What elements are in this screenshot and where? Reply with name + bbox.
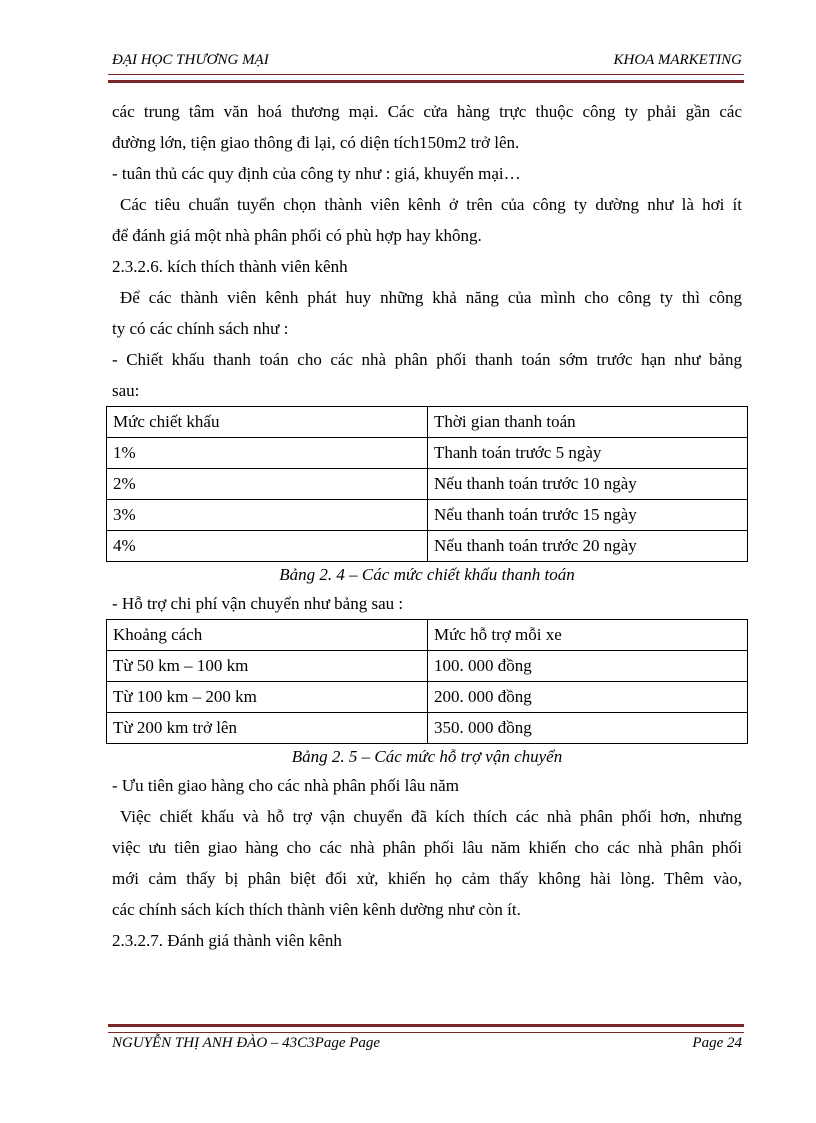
table-cell: Từ 200 km trở lên (107, 713, 428, 744)
paragraph-line: ty có các chính sách như : (112, 319, 289, 338)
page-header (112, 52, 742, 69)
paragraph-line: - Chiết khấu thanh toán cho các nhà phân phối thanh toán sớm trước hạn như bảng (112, 350, 742, 369)
table-row (107, 682, 748, 713)
paragraph-line: - tuân thủ các quy định của công ty như : giá, khuyến mại… (112, 164, 521, 183)
paragraph-line: các chính sách kích thích thành viên kênh dường như còn ít. (112, 900, 521, 919)
page-number: Page 24 (692, 1035, 742, 1051)
table-row (107, 438, 748, 469)
table-cell: 200. 000 đồng (428, 682, 748, 713)
table-header-row (107, 620, 748, 651)
table-row (107, 469, 748, 500)
footer-author: NGUYỄN THỊ ANH ĐÀO – 43C3Page Page (112, 1035, 381, 1051)
paragraph-line: sau: (112, 381, 140, 400)
paragraph-line: Để các thành viên kênh phát huy những khả năng của mình cho công ty thì công (120, 288, 742, 307)
table-caption: Bảng 2. 5 – Các mức hỗ trợ vận chuyển (291, 747, 563, 766)
paragraph-line: Việc chiết khấu và hỗ trợ vận chuyển đã kích thích các nhà phân phối hơn, nhưng (120, 807, 742, 826)
section-heading: 2.3.2.7. Đánh giá thành viên kênh (112, 931, 342, 950)
paragraph-line: đường lớn, tiện giao thông đi lại, có diện tích150m2 trở lên. (112, 133, 520, 152)
table-cell: 1% (107, 438, 428, 469)
table-cell: Nếu thanh toán trước 20 ngày (428, 531, 748, 562)
page-footer (112, 1035, 742, 1052)
header-divider (108, 74, 744, 83)
table-header-row (107, 407, 748, 438)
table-header-cell: Mức hỗ trợ mỗi xe (428, 620, 748, 651)
section-heading: 2.3.2.6. kích thích thành viên kênh (112, 257, 348, 276)
paragraph-line: - Hỗ trợ chi phí vận chuyển như bảng sau : (112, 594, 404, 613)
table-row (107, 531, 748, 562)
table-cell: Từ 100 km – 200 km (107, 682, 428, 713)
paragraph-line: - Ưu tiên giao hàng cho các nhà phân phối lâu năm (112, 776, 459, 795)
table-cell: 100. 000 đồng (428, 651, 748, 682)
table-cell: 350. 000 đồng (428, 713, 748, 744)
table-header-cell: Khoảng cách (107, 620, 428, 651)
header-university: ĐẠI HỌC THƯƠNG MẠI (112, 52, 269, 68)
paragraph-line: việc ưu tiên giao hàng cho các nhà phân phối lâu năm khiến cho các nhà phân phối (112, 838, 742, 857)
table-cell: 3% (107, 500, 428, 531)
paragraph-line: các trung tâm văn hoá thương mại. Các cửa hàng trực thuộc công ty phải gần các (112, 102, 742, 121)
footer-divider (108, 1024, 744, 1033)
header-faculty: KHOA MARKETING (613, 52, 742, 68)
table-cell: Nếu thanh toán trước 15 ngày (428, 500, 748, 531)
table-cell: Nếu thanh toán trước 10 ngày (428, 469, 748, 500)
page-content (112, 96, 742, 956)
table-header-cell: Mức chiết khấu (107, 407, 428, 438)
paragraph-line: mới cảm thấy bị phân biệt đối xử, khiến họ cảm thấy không hài lòng. Thêm vào, (112, 869, 742, 888)
table-row (107, 500, 748, 531)
table-cell: 2% (107, 469, 428, 500)
paragraph-line: để đánh giá một nhà phân phối có phù hợp hay không. (112, 226, 482, 245)
table-cell: Từ 50 km – 100 km (107, 651, 428, 682)
table-cell: 4% (107, 531, 428, 562)
discount-table (106, 406, 748, 562)
table-caption: Bảng 2. 4 – Các mức chiết khấu thanh toán (279, 565, 575, 584)
shipping-support-table (106, 619, 748, 744)
table-row (107, 651, 748, 682)
table-cell: Thanh toán trước 5 ngày (428, 438, 748, 469)
table-row (107, 713, 748, 744)
table-header-cell: Thời gian thanh toán (428, 407, 748, 438)
paragraph-line: Các tiêu chuẩn tuyển chọn thành viên kênh ở trên của công ty dường như là hơi ít (120, 195, 742, 214)
